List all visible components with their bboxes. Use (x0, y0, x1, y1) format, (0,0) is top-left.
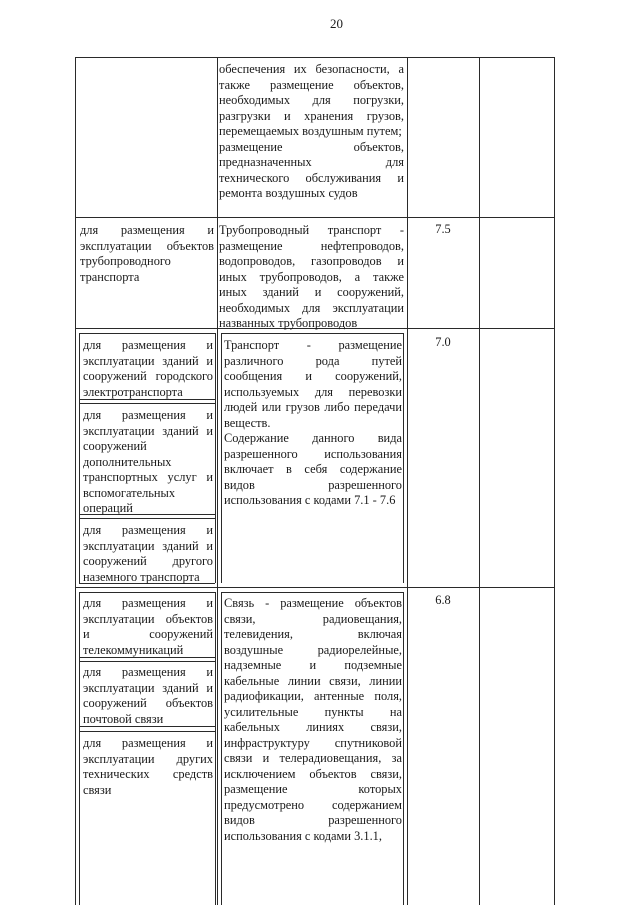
row-3-code: 7.0 (435, 335, 451, 349)
table-border-left (75, 57, 76, 905)
sub-cell-border (79, 592, 80, 905)
row-4-purpose-1: для размещения и эксплуатации объектов и сооружений телекоммуникаций (83, 596, 213, 657)
table-border-top (75, 57, 554, 58)
sub-cell-divider (79, 403, 215, 404)
page-number: 20 (330, 16, 343, 31)
row-2-purpose: для размещения и эксплуатации объектов трубопроводного транспорта (80, 223, 214, 284)
row-3-purpose-1: для размещения и эксплуатации зданий и сооружений городского электротранспорта (83, 338, 213, 399)
row-4-purpose-2: для размещения и эксплуатации зданий и сооружений объектов почтовой связи (83, 665, 213, 726)
sub-cell-border (221, 592, 222, 905)
sub-cell-divider (221, 592, 403, 593)
sub-cell-border (215, 333, 216, 583)
row-3-purpose-2: для размещения и эксплуатации зданий и сооружений дополнительных транспортных услуг и вспомогательных операций (83, 408, 213, 515)
row-3-description: Транспорт - размещение различного рода путей сообщения и сооружений, используемых для перевозки людей или грузов либо передачи веществ. Содержание данного вида разрешенного использования включает в себя содержание видов разрешенного использования с кодами 7.1 - 7.6 (224, 338, 402, 507)
column-divider (479, 57, 480, 905)
row-divider (75, 217, 554, 218)
row-2-code: 7.5 (435, 222, 451, 236)
sub-cell-border (403, 592, 404, 905)
table-border-right (554, 57, 555, 905)
sub-cell-border (221, 333, 222, 583)
sub-cell-border (215, 592, 216, 905)
row-1-description: обеспечения их безопасности, а также размещение объектов, необходимых для погрузки, разгрузки и хранения грузов, перемещаемых воздушным путем; размещение объектов, предназначенных для технического обслуживания и ремонта воздушных судов (219, 62, 404, 200)
sub-cell-border (79, 333, 80, 583)
column-divider (217, 57, 218, 905)
sub-cell-divider (79, 592, 215, 593)
sub-cell-divider (79, 661, 215, 662)
sub-cell-border (403, 333, 404, 583)
row-4-description: Связь - размещение объектов связи, радиовещания, телевидения, включая воздушные радиорелейные, надземные и подземные кабельные линии связи, линии радиофикации, антенные поля, усилительные пункты на кабельных линиях связи, инфраструктуру спутниковой связи и телерадиовещания, за исключением объектов связи, размещение которых предусмотрено содержанием видов разрешенного использования с кодами 3.1.1, (224, 596, 402, 843)
row-4-purpose-3: для размещения и эксплуатации других технических средств связи (83, 736, 213, 797)
row-4-code: 6.8 (435, 593, 451, 607)
sub-cell-divider (79, 731, 215, 732)
row-3-purpose-3: для размещения и эксплуатации зданий и сооружений другого наземного транспорта (83, 523, 213, 584)
sub-cell-divider (79, 518, 215, 519)
sub-cell-divider (221, 333, 403, 334)
row-divider (75, 587, 554, 588)
row-2-description: Трубопроводный транспорт - размещение нефтепроводов, водопроводов, газопроводов и иных трубопроводов, а также иных зданий и сооружений, необходимых для эксплуатации названных трубопроводов (219, 223, 404, 330)
sub-cell-divider (79, 333, 215, 334)
column-divider (407, 57, 408, 905)
